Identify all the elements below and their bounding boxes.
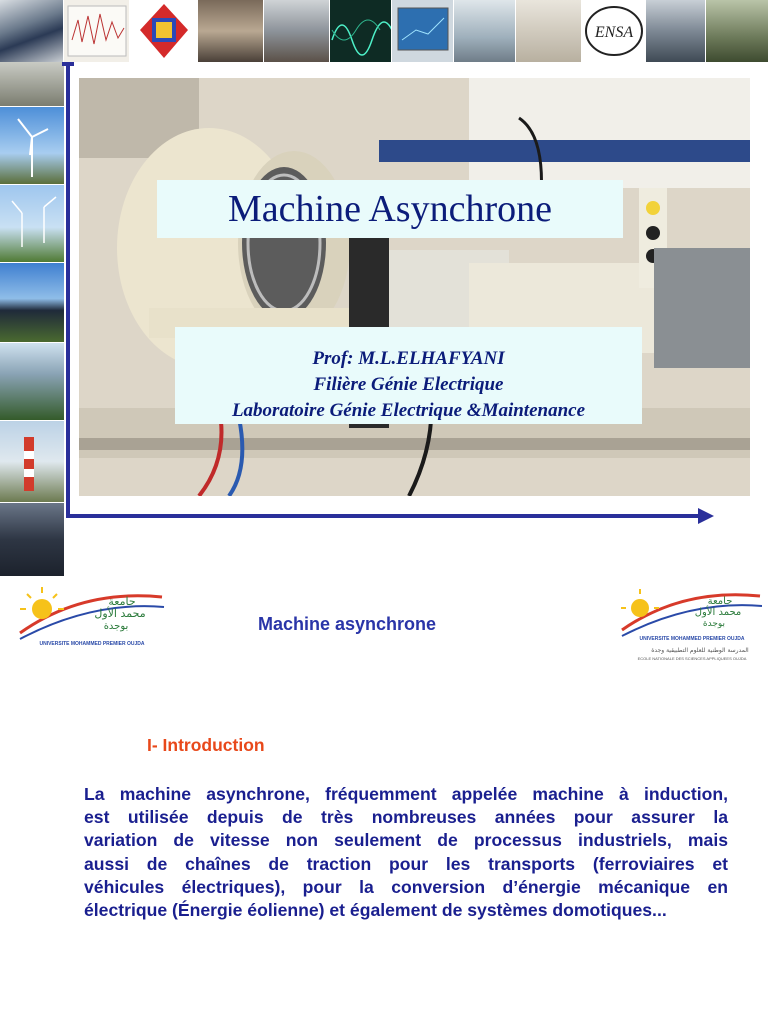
slide2-title: Machine asynchrone bbox=[258, 614, 437, 634]
wind-turbine-icon bbox=[0, 107, 64, 185]
oscilloscope-green-photo bbox=[330, 0, 392, 62]
university-logo-icon bbox=[12, 583, 166, 649]
paragraph-line: variation de vitesse non seulement de processus industriels, mais bbox=[84, 830, 728, 851]
svg-text:بوجدة: بوجدة bbox=[702, 619, 726, 629]
svg-text:UNIVERSITE MOHAMMED PREMIER OU: UNIVERSITE MOHAMMED PREMIER OUJDA bbox=[39, 641, 145, 647]
school-logo-icon bbox=[616, 584, 762, 664]
lab-photo-3 bbox=[454, 0, 516, 62]
ensa-logo bbox=[582, 0, 646, 62]
tower-photo bbox=[0, 421, 64, 503]
lab-photo-5 bbox=[706, 0, 768, 62]
solar-array-photo bbox=[0, 263, 64, 343]
lab-room-photo bbox=[0, 503, 64, 576]
svg-text:بوجدة: بوجدة bbox=[103, 621, 129, 632]
frame-arrow-icon bbox=[698, 508, 714, 524]
school-logo-right bbox=[616, 584, 762, 664]
wind-turbine-photo-1 bbox=[0, 107, 64, 185]
side-photo-strip bbox=[0, 62, 64, 576]
paragraph-line: électrique (Énergie éolienne) et également de systèmes domotiques... bbox=[84, 899, 667, 920]
section-heading: I- Introduction bbox=[147, 735, 265, 755]
paragraph-line: est utilisée depuis de très nombreuses années pour assurer la bbox=[84, 807, 728, 828]
top-photo-strip bbox=[0, 0, 768, 62]
coil-photo bbox=[0, 62, 64, 107]
ensa-logo-icon bbox=[582, 0, 646, 62]
lab-photo-1 bbox=[198, 0, 264, 62]
svg-text:المدرسة الوطنية للعلوم التطبيق: المدرسة الوطنية للعلوم التطبيقية وجدة bbox=[651, 647, 749, 654]
oscilloscope-blue-photo bbox=[392, 0, 454, 62]
chart-photo bbox=[64, 0, 130, 62]
svg-text:ECOLE NATIONALE DES SCIENCES A: ECOLE NATIONALE DES SCIENCES APPLIQUEES OUJDA bbox=[637, 656, 747, 661]
slide-title: Machine Asynchrone bbox=[228, 188, 552, 230]
paragraph-line: La machine asynchrone, fréquemment appelée machine à induction, bbox=[84, 784, 728, 804]
frame-vertical-line bbox=[66, 66, 70, 518]
machine-photo bbox=[79, 78, 750, 496]
solar-panel-photo bbox=[0, 0, 64, 62]
university-logo-left bbox=[12, 583, 166, 649]
svg-text:محمد الأول: محمد الأول bbox=[94, 607, 146, 620]
svg-text:جامعة: جامعة bbox=[108, 595, 136, 608]
tower-icon bbox=[0, 421, 64, 503]
wind-turbine-photo-2 bbox=[0, 185, 64, 263]
machine-illustration bbox=[79, 78, 750, 496]
solar-field-photo bbox=[0, 343, 64, 421]
motor-photo-small bbox=[516, 0, 582, 62]
svg-text:محمد الأول: محمد الأول bbox=[694, 607, 742, 618]
emblem-icon bbox=[130, 0, 198, 62]
wind-farm-icon bbox=[0, 185, 64, 263]
svg-text:جامعة: جامعة bbox=[707, 596, 733, 607]
university-emblem bbox=[130, 0, 198, 62]
paragraph-line: véhicules électriques), pour la conversion d’énergie mécanique en bbox=[84, 876, 728, 897]
program-name: Filière Génie Electrique bbox=[313, 374, 504, 395]
waveform-icon bbox=[330, 0, 392, 62]
lab-photo-4 bbox=[646, 0, 706, 62]
lab-name: Laboratoire Génie Electrique &Maintenance bbox=[231, 400, 586, 421]
lab-photo-2 bbox=[264, 0, 330, 62]
chart-sketch-icon bbox=[64, 0, 130, 62]
svg-text:UNIVERSITE MOHAMMED PREMIER OU: UNIVERSITE MOHAMMED PREMIER OUJDA bbox=[639, 636, 745, 642]
paragraph-line: aussi de chaînes de traction pour les transports (ferroviaires et bbox=[84, 853, 728, 874]
screen-icon bbox=[392, 0, 454, 62]
author-name: Prof: M.L.ELHAFYANI bbox=[312, 348, 505, 369]
introduction-paragraph bbox=[84, 783, 728, 922]
svg-text:ENSA: ENSA bbox=[594, 24, 634, 41]
frame-horizontal-line bbox=[66, 514, 702, 518]
